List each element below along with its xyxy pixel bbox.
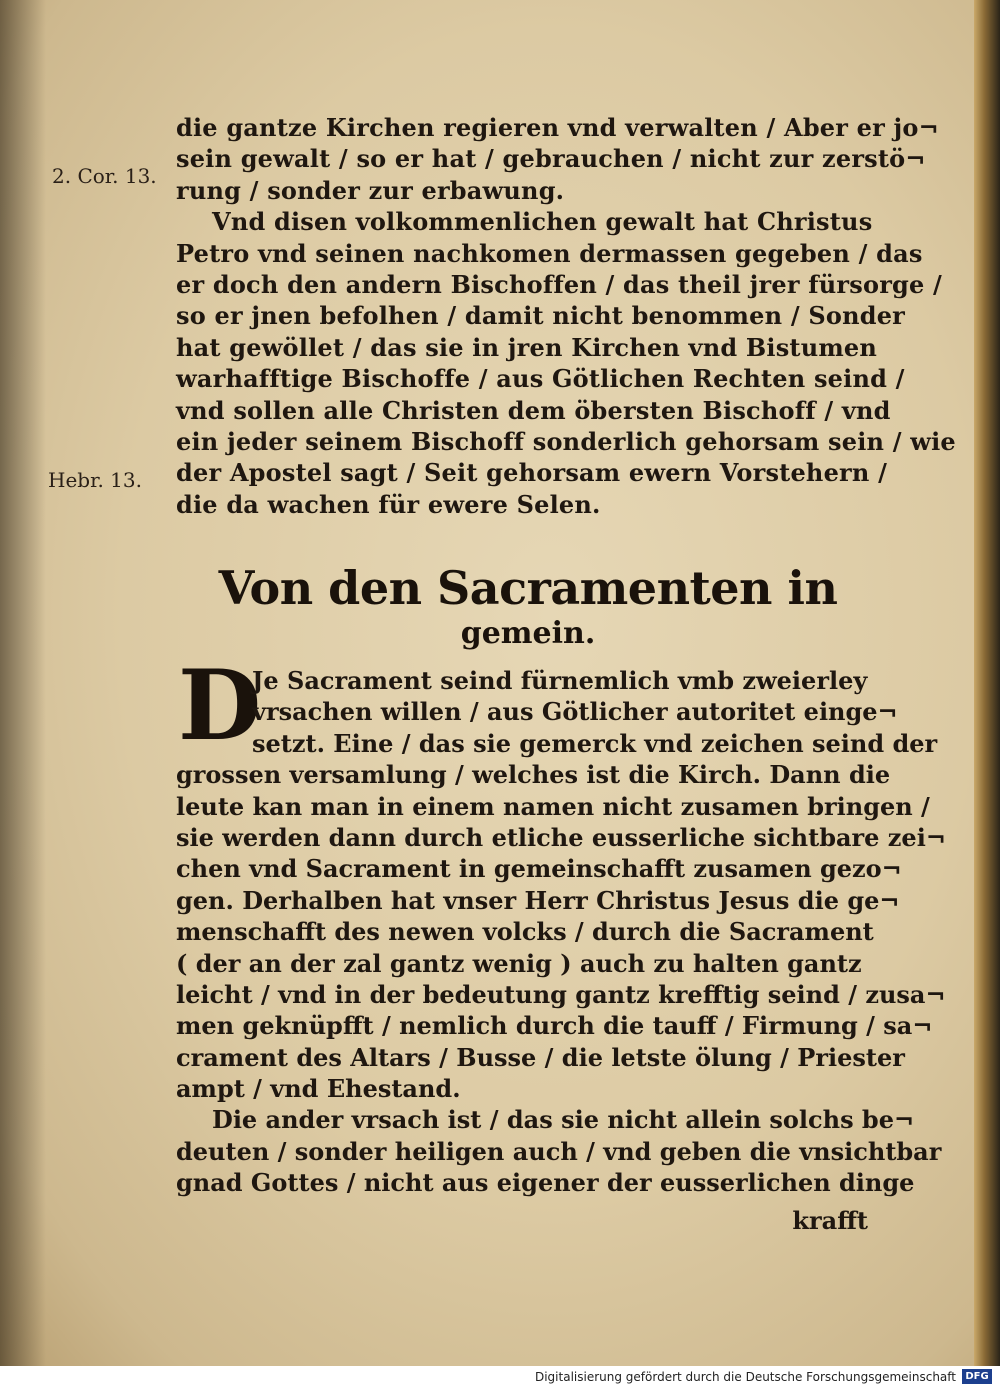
text-line: chen vnd Sacrament in gemeinschafft zusamen gezo¬ — [176, 854, 902, 884]
text-line: menschafft des newen volcks / durch die Sacrament — [176, 917, 874, 947]
text-line: grossen versamlung / welches ist die Kirch. Dann die — [176, 760, 891, 790]
text-line: er doch den andern Bischoffen / das theil jrer fürsorge / — [176, 269, 943, 299]
marginal-note-cor: 2. Cor. 13. — [52, 164, 157, 188]
text-line: ( der an der zal gantz wenig ) auch zu halten gantz — [176, 948, 862, 978]
text-line: vnd sollen alle Christen dem öbersten Bischoff / vnd — [176, 395, 891, 425]
text-line: crament des Altars / Busse / die letste ölung / Priester — [176, 1042, 905, 1072]
page-gutter-shadow — [0, 0, 46, 1366]
decorated-initial: D — [178, 649, 262, 762]
text-line: setzt. Eine / das sie gemerck vnd zeichen seind der — [252, 728, 938, 758]
text-line: rung / sonder zur erbawung. — [176, 175, 565, 205]
marginal-note-hebr: Hebr. 13. — [48, 468, 142, 492]
catchword: krafft — [792, 1206, 868, 1235]
footer-bar — [0, 1366, 1000, 1388]
text-line: die da wachen für ewere Selen. — [176, 489, 601, 519]
funding-credit: Digitalisierung gefördert durch die Deutsche Forschungsgemeinschaft — [534, 1370, 956, 1384]
text-line: Je Sacrament seind fürnemlich vmb zweierley — [252, 666, 868, 695]
text-line: so er jnen befolhen / damit nicht benommen / Sonder — [176, 301, 906, 331]
text-line: hat gewöllet / das sie in jren Kirchen vnd Bistumen — [176, 332, 878, 362]
text-line: men geknüpfft / nemlich durch die tauff / Firmung / sa¬ — [176, 1011, 933, 1041]
text-block-body — [176, 666, 946, 1200]
text-line: der Apostel sagt / Seit gehorsam ewern Vorstehern / — [176, 458, 888, 488]
text-line: leute kan man in einem namen nicht zusamen bringen / — [176, 791, 930, 821]
text-line: Die ander vrsach ist / das sie nicht allein solchs be¬ — [212, 1105, 915, 1135]
text-line: gnad Gottes / nicht aus eigener der eusserlichen dinge — [176, 1168, 915, 1198]
section-heading: Von den Sacramenten in — [218, 561, 838, 615]
text-line: warhafftige Bischoffe / aus Götlichen Rechten seind / — [176, 364, 905, 394]
text-block-top — [176, 112, 956, 520]
dfg-logo: DFG — [962, 1369, 992, 1384]
text-line: Vnd disen volkommenlichen gewalt hat Christus — [212, 207, 873, 237]
text-line: ein jeder seinem Bischoff sonderlich gehorsam sein / wie — [176, 426, 956, 456]
text-line: die gantze Kirchen regieren vnd verwalten / Aber er jo¬ — [176, 113, 939, 142]
text-line: leicht / vnd in der bedeutung gantz krefftig seind / zusa¬ — [176, 979, 946, 1009]
text-line: sein gewalt / so er hat / gebrauchen / nicht zur zerstö¬ — [176, 144, 926, 174]
section-heading-continuation: gemein. — [460, 616, 596, 651]
text-line: deuten / sonder heiligen auch / vnd geben die vnsichtbar — [176, 1136, 942, 1166]
book-edge — [974, 0, 1000, 1366]
text-line: sie werden dann durch etliche eusserliche sichtbare zei¬ — [176, 822, 946, 852]
text-line: vrsachen willen / aus Götlicher autoritet einge¬ — [252, 697, 898, 727]
text-line: ampt / vnd Ehestand. — [176, 1074, 461, 1104]
text-line: Petro vnd seinen nachkomen dermassen gegeben / das — [176, 238, 923, 268]
text-line: gen. Derhalben hat vnser Herr Christus Jesus die ge¬ — [176, 885, 900, 915]
